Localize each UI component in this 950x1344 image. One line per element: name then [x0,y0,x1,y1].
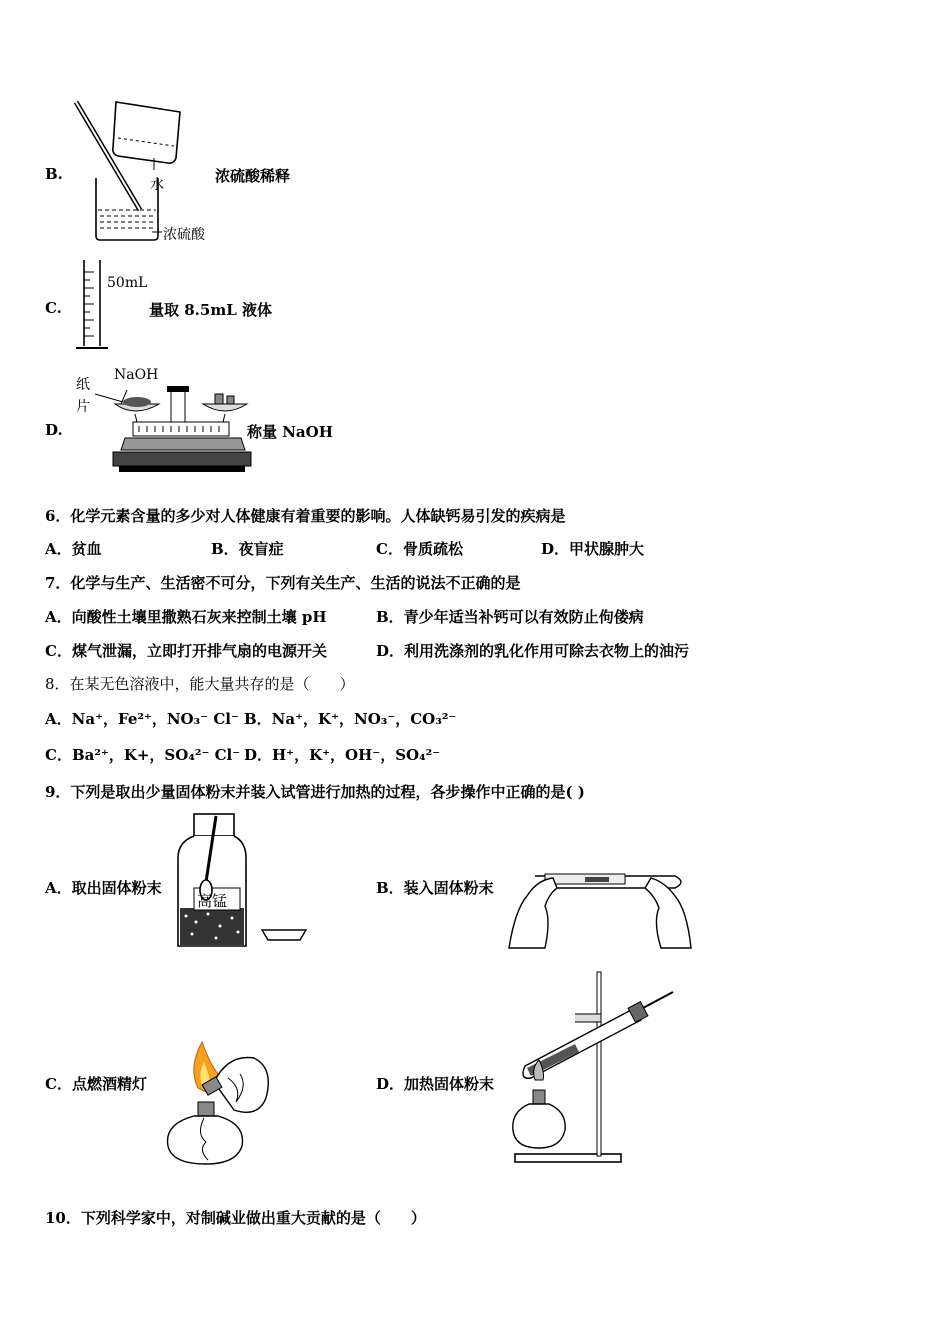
q6-stem: 6．化学元素含量的多少对人体健康有着重要的影响。人体缺钙易引发的疾病是 [45,507,566,525]
q5-option-c-letter: C. [45,299,62,317]
q9-option-b: B．装入固体粉末 [376,879,494,897]
q6-option-d: D．甲状腺肿大 [541,540,645,558]
q6-option-b: B．夜盲症 [211,540,284,558]
q5-option-b-letter: B. [45,165,63,183]
q7-option-d: D．利用洗涤剂的乳化作用可除去衣物上的油污 [376,642,690,660]
load-test-tube-figure [505,860,695,952]
q9-option-d: D．加热固体粉末 [376,1075,495,1093]
q8-option-b: B．Na⁺，K⁺，NO₃⁻，CO₃²⁻ [244,710,457,728]
reagent-bottle-figure [172,812,312,952]
paper-label-1: 纸 [76,377,90,393]
q7-option-c: C．煤气泄漏，立即打开排气扇的电源开关 [45,642,327,660]
q10-stem: 10．下列科学家中，对制碱业做出重大贡献的是（ ） [45,1209,426,1227]
q9-stem: 9．下列是取出少量固体粉末并装入试管进行加热的过程，各步操作中正确的是( ) [45,783,585,801]
q5-option-d-caption: 称量 NaOH [247,423,333,441]
q5-option-c-caption: 量取 8.5mL 液体 [149,301,272,319]
lighting-lamp-figure [158,1038,278,1168]
cylinder-volume-label: 50mL [107,275,148,291]
balance-figure [75,366,250,478]
bottle-label-text: 高锰 [197,892,228,910]
q7-stem: 7．化学与生产、生活密不可分，下列有关生产、生活的说法不正确的是 [45,574,521,592]
paper-label-2: 片 [76,399,90,415]
water-label: 水 [150,177,164,193]
q7-option-b: B．青少年适当补钙可以有效防止佝偻病 [376,608,644,626]
graduated-cylinder-figure [74,258,114,353]
q8-option-d: D．H⁺，K⁺，OH⁻，SO₄²⁻ [244,746,441,764]
q5-option-d-letter: D. [45,421,63,439]
q8-option-a: A．Na⁺，Fe²⁺，NO₃⁻ Cl⁻ [45,710,239,728]
heating-setup-figure [505,968,685,1168]
naoh-label: NaOH [114,367,159,383]
q8-stem: 8．在某无色溶液中，能大量共存的是（ ） [45,675,355,693]
q7-option-a: A．向酸性土壤里撒熟石灰来控制土壤 pH [45,608,327,626]
q5-option-b-caption: 浓硫酸稀释 [215,167,291,185]
acid-dilution-figure [70,98,230,248]
q9-option-a: A．取出固体粉末 [45,879,162,897]
q9-option-c: C．点燃酒精灯 [45,1075,147,1093]
q8-option-c: C．Ba²⁺，K+，SO₄²⁻ Cl⁻ [45,746,241,764]
q6-option-c: C．骨质疏松 [376,540,463,558]
q6-option-a: A．贫血 [45,540,102,558]
acid-label: 浓硫酸 [163,227,205,243]
